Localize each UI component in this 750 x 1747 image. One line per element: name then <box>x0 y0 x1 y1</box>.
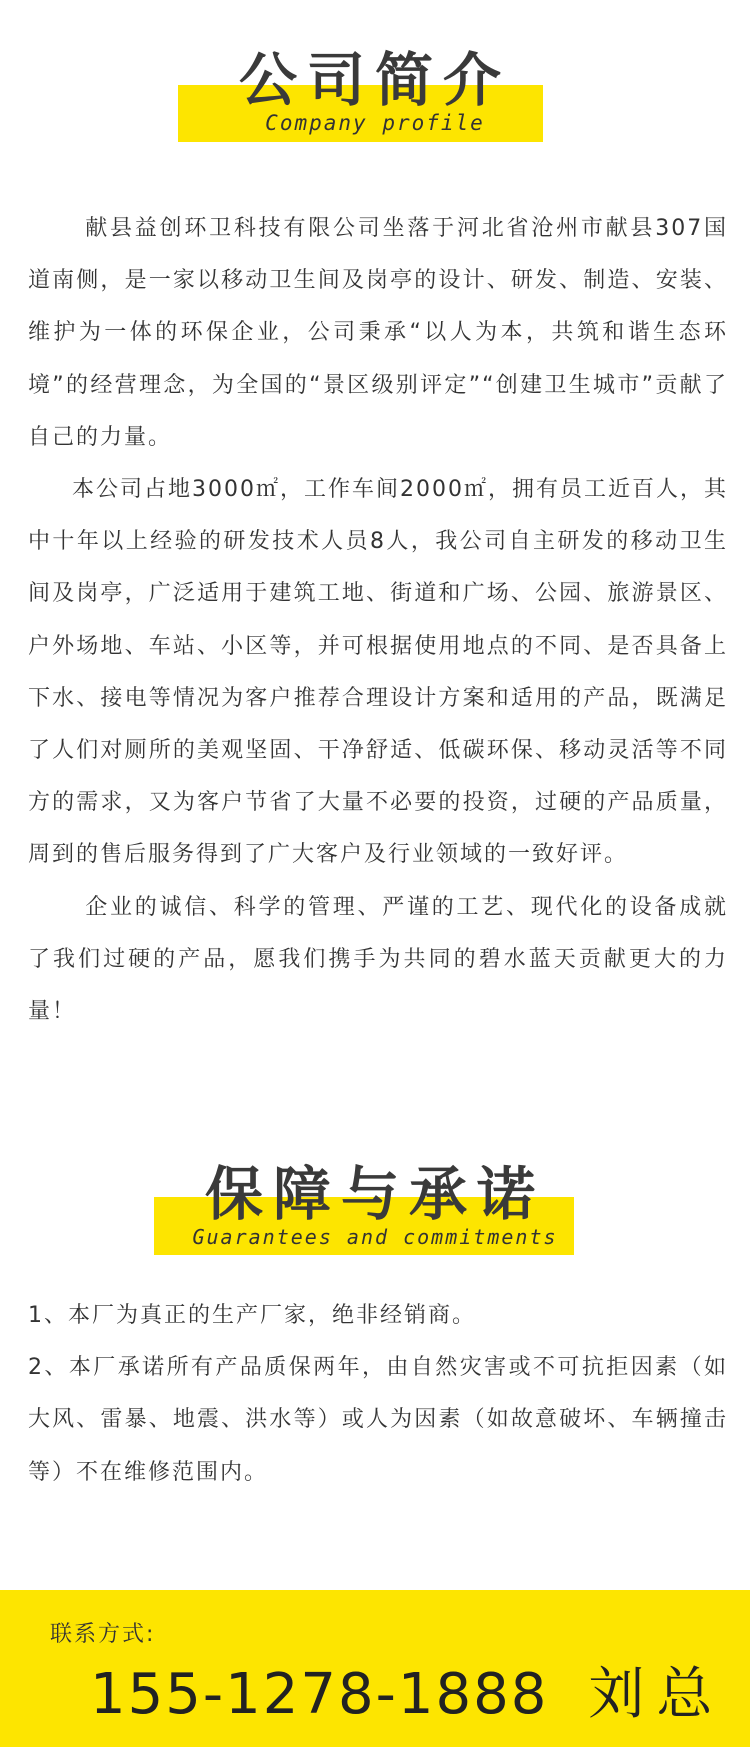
guarantees-list <box>28 1290 728 1499</box>
contact-phone-line <box>90 1660 724 1730</box>
section-title: 公司简介 <box>238 46 511 114</box>
guarantee-item: 1、本厂为真正的生产厂家，绝非经销商。 <box>28 1303 476 1328</box>
profile-paragraph: 本公司占地3000㎡，工作车间2000㎡，拥有员工近百人，其中十年以上经验的研发技术人员8人，我公司自主研发的移动卫生间及岗亭，广泛适用于建筑工地、街道和广场、公园、旅游景区、户外场地、车站、小区等，并可根据使用地点的不同、是否具备上下水、接电等情况为客户推荐合理设计方案和适用的产品，既满足了人们对厕所的美观坚固、干净舒适、低碳环保、移动灵活等不同方的需求，又为客户节省了大量不必要的投资，过硬的产品质量，周到的售后服务得到了广大客户及行业领域的一致好评。 <box>28 477 728 868</box>
contact-name: 刘总 <box>588 1662 725 1727</box>
guarantee-item: 2、本厂承诺所有产品质保两年，由自然灾害或不可抗拒因素（如大风、雷暴、地震、洪水等）或人为因素（如故意破坏、车辆撞击等）不在维修范围内。 <box>28 1355 728 1485</box>
section-title: 保障与承诺 <box>204 1160 545 1228</box>
phone-number: 155-1278-1888 <box>90 1662 549 1727</box>
profile-paragraph: 企业的诚信、科学的管理、严谨的工艺、现代化的设备成就了我们过硬的产品，愿我们携手为共同的碧水蓝天贡献更大的力量！ <box>28 894 728 1025</box>
contact-label: 联系方式: <box>50 1622 156 1647</box>
section-subtitle: Company profile <box>265 111 485 135</box>
company-profile-heading <box>0 40 750 150</box>
section-subtitle: Guarantees and commitments <box>192 1225 558 1249</box>
company-profile-body <box>28 203 728 1038</box>
contact-banner <box>0 1590 750 1747</box>
profile-paragraph: 献县益创环卫科技有限公司坐落于河北省沧州市献县307国道南侧，是一家以移动卫生间及岗亭的设计、研发、制造、安装、维护为一体的环保企业，公司秉承“以人为本，共筑和谐生态环境”的经营理念，为全国的“景区级别评定”“创建卫生城市”贡献了自己的力量。 <box>28 216 728 450</box>
guarantees-heading <box>0 1160 750 1270</box>
